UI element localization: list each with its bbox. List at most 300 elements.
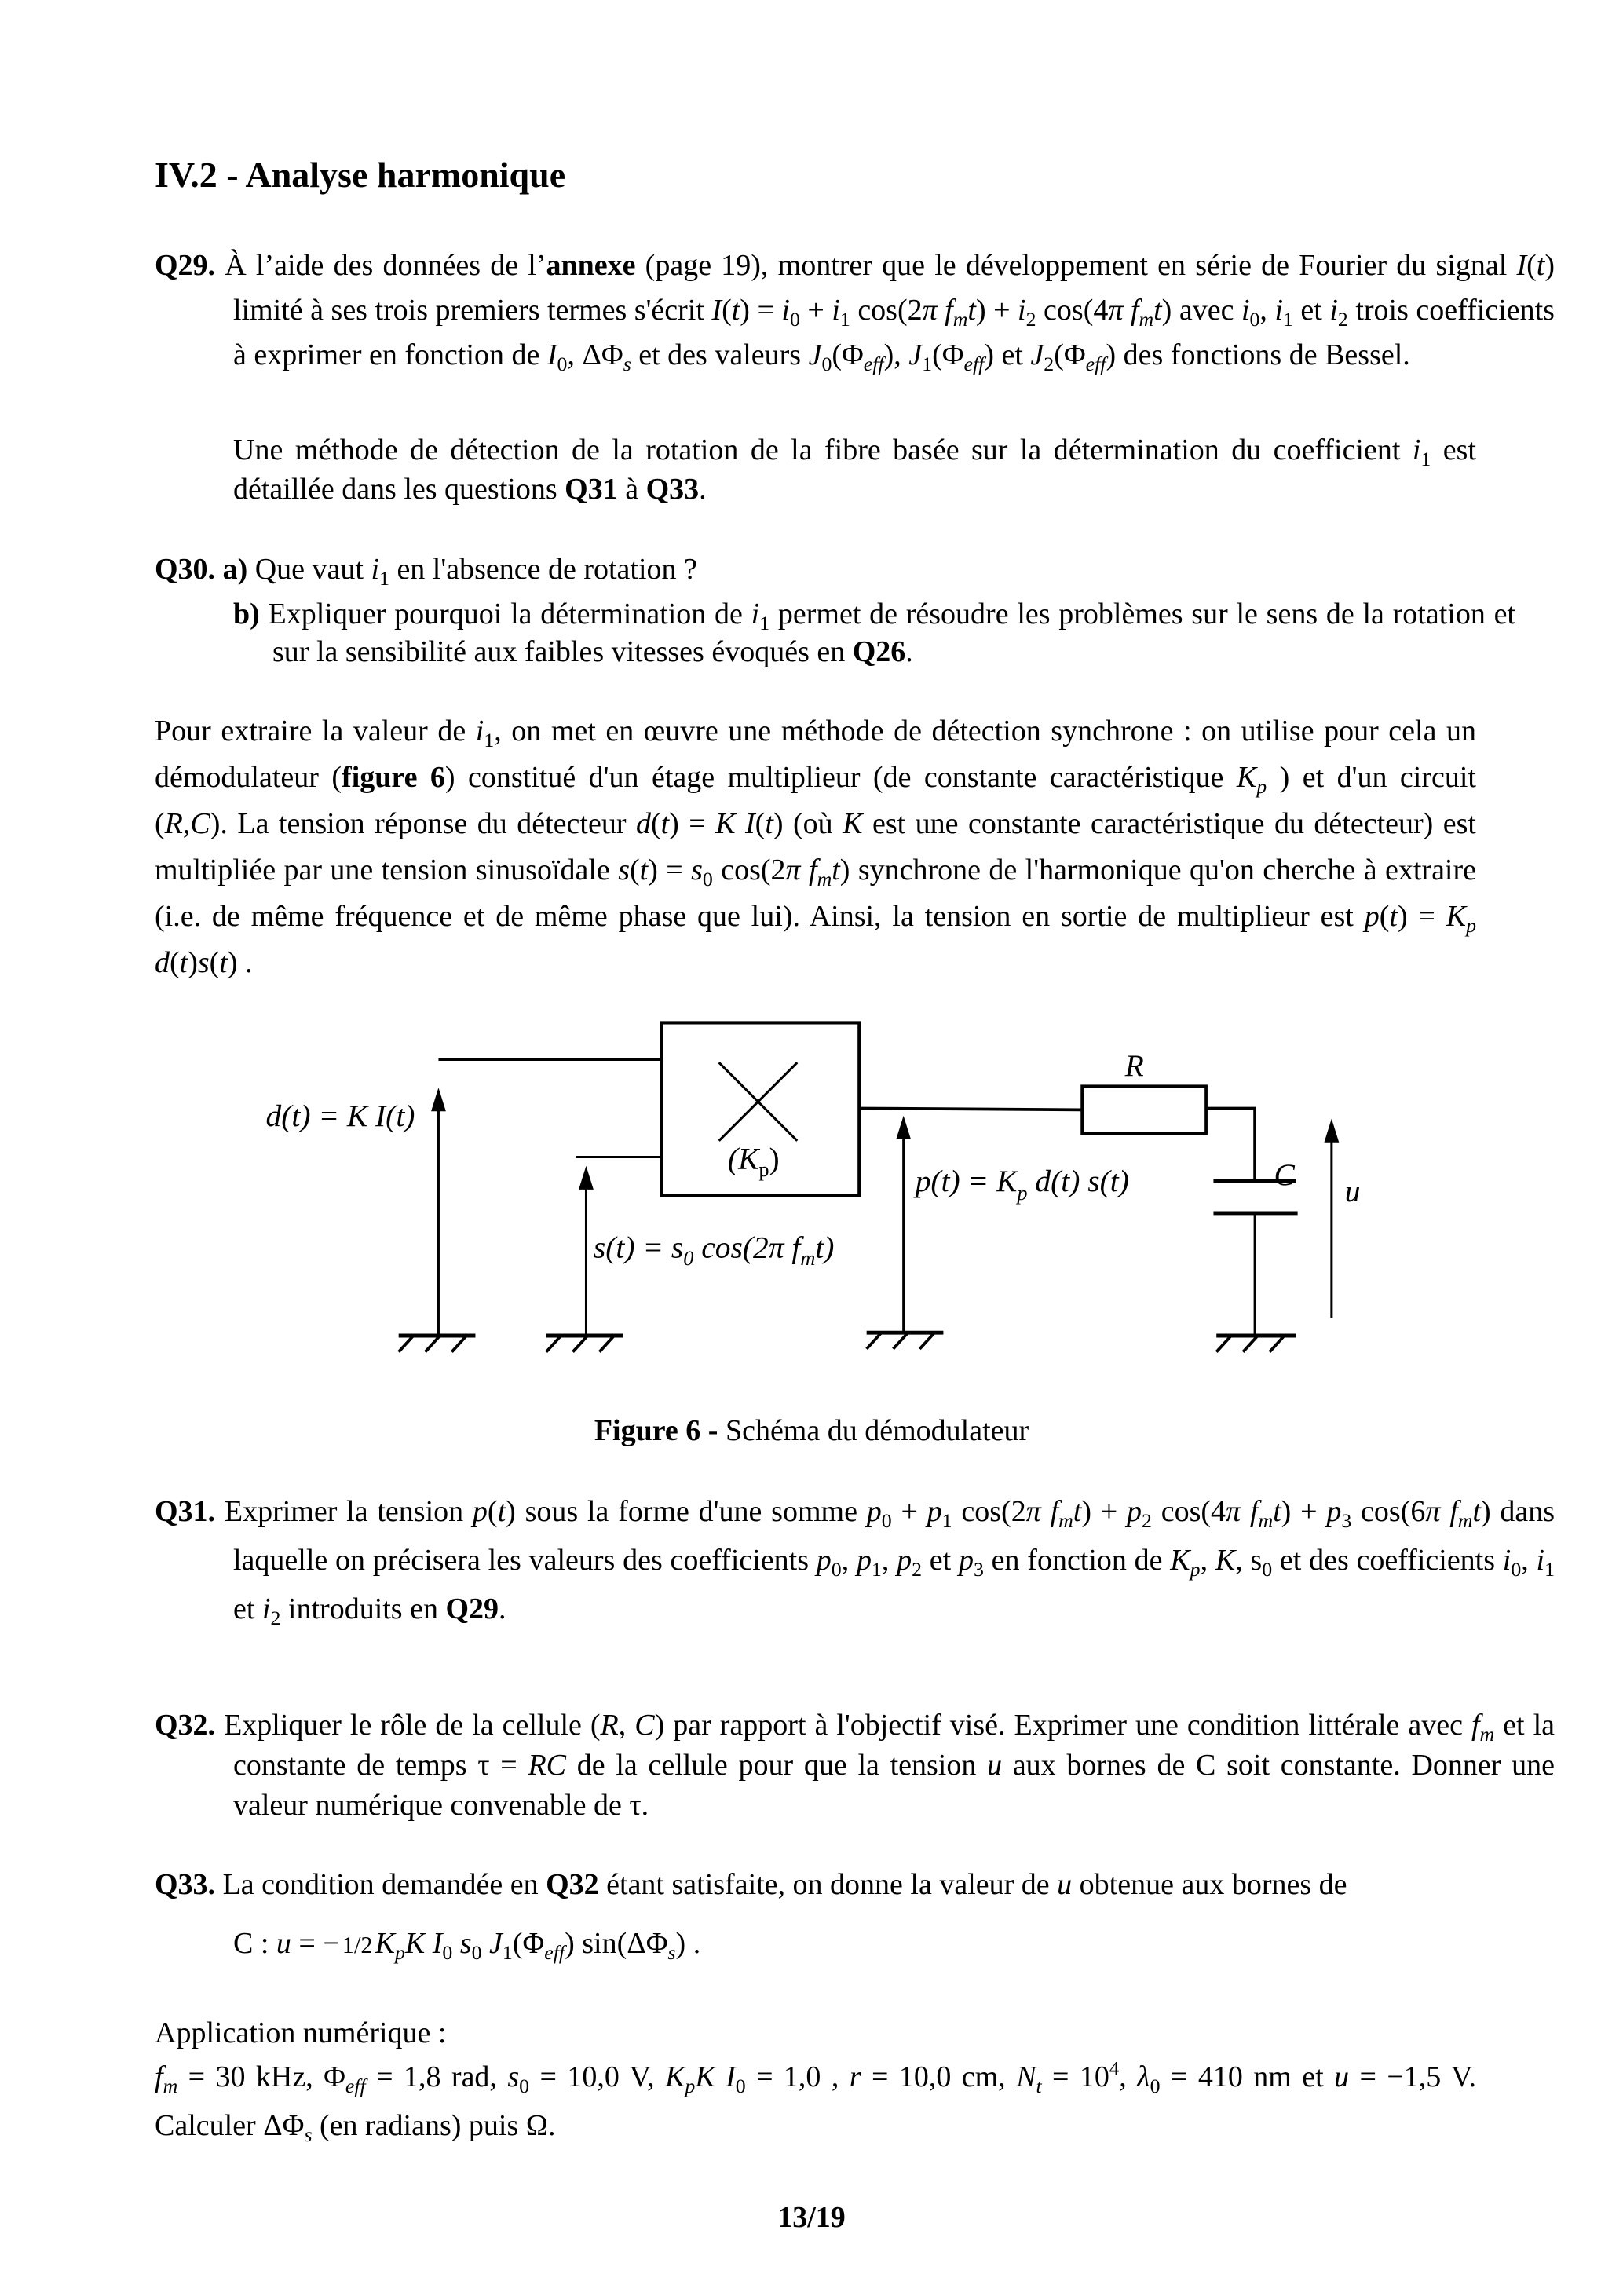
text-run: est détaillée dans les questions [233,433,1476,506]
text-run: cos(6 [1351,1495,1426,1528]
text-run: i [1502,1544,1512,1577]
text-run: i [475,715,484,748]
text-run: ) [773,807,784,840]
text-run: , [841,1544,857,1577]
text-run: t [660,807,670,840]
text-run: u [987,1749,1003,1782]
text-run: = 10,0 cm, [861,2060,1017,2093]
text-run: et la constante de temps τ = [233,1709,1555,1782]
text-run: r [849,2060,861,2093]
text-run: ( [487,1495,498,1528]
text-run: et [233,1592,262,1625]
text-run: m [952,307,968,331]
text-run: ) + [975,294,1018,327]
text-run: K I [695,2060,736,2093]
text-run: Q31 [565,473,618,506]
text-run: ) [1161,294,1172,327]
text-run: 1 [759,611,770,634]
text-run: ( [1526,249,1537,282]
text-run: K [1215,1544,1236,1577]
text-run: ) par rapport à l'objectif visé. Exprimer une condition littérale avec [654,1709,1471,1742]
question-text [223,1868,1347,1901]
text-run: a) [222,553,248,586]
wire-r-c [1206,1108,1255,1180]
text-run: ) et [984,338,1031,371]
text-run: ) + [1281,1495,1327,1528]
text-run: b) [233,598,260,631]
text-run: t [1273,1495,1281,1528]
text-run: (Φ [1054,338,1086,371]
text-run: R [164,807,183,840]
text-run: Pour extraire la valeur de [155,715,476,748]
text-run: J [908,338,923,371]
text-run: cos(4 [1036,294,1109,327]
text-run: 0 [789,307,800,331]
text-run: N [1016,2060,1036,2093]
text-run: s [618,854,630,887]
text-run: introduits en [280,1592,446,1625]
text-run: p [685,2074,696,2097]
text-run: 0 [1150,2074,1161,2097]
text-run: ) constitué d'un étage multiplieur (de constante caractéristique [444,761,1237,794]
text-run: , on met en œuvre une méthode de détection synchrone : on utilise pour cela un démodulateur ( [155,715,1476,794]
text-run: m [1479,1722,1495,1746]
text-run: ) + [1081,1495,1127,1528]
ground-symbols [399,1333,1296,1351]
text-run: t [1472,1495,1481,1528]
fraction-one-half: 1/2 [342,1932,373,1958]
text-run: = 1,8 rad, [365,2060,508,2093]
text-run: Q32 [546,1868,599,1901]
application-values [155,2053,1476,2150]
text-run: 0 [881,1508,892,1532]
text-run: K [843,807,863,840]
text-run: , [1119,2060,1138,2093]
text-run: = 10 [1041,2060,1109,2093]
text-run: K [1170,1544,1190,1577]
question-label: Q33. [155,1868,216,1901]
text-run: 3 [1341,1508,1352,1532]
text-run: C [190,807,210,840]
text-run: J [1030,338,1044,371]
text-run: m [817,867,832,890]
text-run: i [1536,1544,1545,1577]
text-run: 0 [1262,1557,1273,1581]
text-run: s [623,352,631,375]
text-run: p [866,1495,882,1528]
text-run: K [665,2060,685,2093]
text-run: , [618,1709,635,1742]
text-run: s [507,2060,520,2093]
text-run: Que vaut [247,553,371,586]
text-run: i [781,294,790,327]
ground-icon [546,1336,623,1352]
text-run: = 1,0 , [745,2060,850,2093]
text-run: m [1258,1508,1274,1532]
text-run: cos(2 [850,294,923,327]
text-run: i [261,1592,271,1625]
text-run: p [1364,900,1380,933]
text-run: p [927,1495,942,1528]
text-run: f [1241,1495,1259,1528]
wire-output [859,1108,1082,1110]
q29-note [233,430,1476,509]
text-run: i [371,553,380,586]
text-run: p [1326,1495,1342,1528]
text-run: J [481,1927,503,1960]
question-label: Q30. [155,553,216,586]
caption-text: Schéma du démodulateur [718,1414,1029,1447]
text-run: I [546,338,557,371]
text-run: t [1389,900,1398,933]
text-run: (page 19), montrer que le développement en série de Fourier du signal [635,249,1517,282]
arrowhead-icon [431,1088,446,1111]
text-run: π [1025,1495,1041,1528]
text-run: 0 [557,352,568,375]
text-run: Exprimer la tension [224,1495,473,1528]
text-run: 2 [1044,352,1055,375]
text-run: i [1329,294,1338,327]
label-r: R [1124,1048,1144,1084]
text-run: Q33 [645,473,700,506]
text-run: ) . [227,946,253,979]
text-run: (en radians) puis Ω. [312,2109,556,2142]
text-run: , ΔΦ [567,338,623,371]
text-run: ) . [675,1927,701,1960]
text-run: ) = [648,854,692,887]
text-run: 0 [1249,307,1260,331]
text-run: d [635,807,651,840]
arrowhead-icon [896,1116,911,1139]
text-run: t [639,854,649,887]
text-run: K I [404,1927,443,1960]
text-run: = − [291,1927,340,1960]
text-run: C [634,1709,655,1742]
text-run: = −1,5 V. Calculer ΔΦ [155,2060,1477,2142]
text-run: et des coefficients [1272,1544,1503,1577]
text-run: trois coefficients à exprimer en fonction de [233,294,1555,371]
text-run: et des valeurs [631,338,809,371]
text-run: t [1036,2074,1042,2097]
text-run: i [751,598,760,631]
text-run: (Φ [832,338,864,371]
text-run: cos(2 [712,854,786,887]
text-run: 0 [831,1557,842,1581]
text-run: t [967,294,976,327]
text-run: (Φ [512,1927,545,1960]
text-run: eff [544,1940,565,1964]
text-run: π [1425,1495,1441,1528]
text-run: p [472,1495,488,1528]
text-run: (Φ [932,338,964,371]
text-run: p [897,1544,912,1577]
text-run: m [1058,1508,1073,1532]
text-run: et [1292,294,1330,327]
text-run: f [1471,1709,1480,1742]
text-run: 2 [270,1606,281,1629]
text-run: I [1516,249,1527,282]
text-run: s [197,946,210,979]
text-run: s [691,854,703,887]
text-run: obtenue aux bornes de [1072,1868,1347,1901]
text-run: aux bornes de C soit constante. Donner une valeur numérique convenable de τ. [233,1749,1555,1822]
text-run: 2 [1337,307,1348,331]
text-run: 2 [912,1557,923,1581]
text-run: Expliquer pourquoi la détermination de [259,598,751,631]
text-run: 0 [702,867,713,890]
text-run: t [765,807,773,840]
text-run: u [276,1927,291,1960]
question-q29 [155,243,1555,378]
text-run: ) = [669,807,716,840]
text-run: s [304,2122,313,2146]
text-run: 1 [839,307,850,331]
text-run: π [1108,294,1124,327]
ground-icon [399,1336,476,1352]
text-run: eff [345,2074,366,2097]
text-run: π [1226,1495,1241,1528]
text-run: t [219,946,228,979]
text-run: m [1139,307,1154,331]
text-run: R [600,1709,619,1742]
text-run: + [799,294,832,327]
text-run: 1 [941,1508,952,1532]
text-run: I [711,294,722,327]
question-text [224,1709,1555,1822]
text-run: avec [1172,294,1241,327]
text-run: ( [209,946,220,979]
question-part-b [233,595,1515,671]
question-q32 [155,1706,1555,1826]
text-run: t [1536,249,1545,282]
text-run: 1 [484,728,495,751]
text-run: ( [1379,900,1390,933]
text-run: ) [839,854,850,887]
question-label: Q31. [155,1495,216,1528]
text-run: ) [1544,249,1555,282]
text-run: t [832,854,840,887]
text-run: i [1241,294,1250,327]
label-c: C [1274,1157,1295,1193]
text-run: limité à ses trois premiers termes s'écrit [233,294,712,327]
text-run: p [1256,774,1267,798]
text-run: f [800,854,817,887]
section-title: IV.2 - Analyse harmonique [155,155,566,195]
text-run: π [785,854,801,887]
text-run: + [891,1495,927,1528]
text-run: , [182,807,191,840]
text-run: K [375,1927,395,1960]
text-run: = 30 kHz, Φ [177,2060,345,2093]
text-run: figure 6 [342,761,445,794]
question-label: Q32. [155,1709,216,1742]
text-run: p [856,1544,872,1577]
label-u: u [1344,1173,1361,1208]
text-run: Une méthode de détection de la rotation de la fibre basée sur la détermination du coefficient [233,433,1413,466]
text-run: 1 [871,1557,882,1581]
text-run: est une constante caractéristique du détecteur) est multipliée par une tension sinusoïdale [155,807,1476,887]
text-run: 0 [519,2074,530,2097]
text-run: p [1466,913,1476,937]
text-run: ). La tension réponse du détecteur [210,807,636,840]
figure-caption [0,1413,1623,1448]
text-run: permet de résoudre les problèmes sur le sens de la rotation et sur la sensibilité aux faibles vitesses évoqués en [272,598,1515,668]
text-run: f [1440,1495,1458,1528]
text-run: 1 [502,1940,513,1964]
text-run: ) [1480,1495,1491,1528]
text-run: et [922,1544,959,1577]
text-run: λ [1137,2060,1150,2093]
text-run: t [731,294,740,327]
text-run: 0 [442,1940,453,1964]
text-run: u [1334,2060,1350,2093]
text-run: J [808,338,822,371]
text-run: t [179,946,188,979]
text-run: 1 [1544,1557,1555,1581]
text-run: 0 [471,1940,482,1964]
text-run: cos(2 [952,1495,1026,1528]
text-run: ) [188,946,198,979]
text-run: d [155,946,170,979]
question-label: Q29. [155,249,216,282]
text-run: ( [170,946,180,979]
text-run: Q29 [445,1592,499,1625]
text-run: p [816,1544,832,1577]
text-run: i [1018,294,1026,327]
text-run: , [1259,294,1275,327]
text-run: , [1521,1544,1537,1577]
text-run: dans laquelle on précisera les valeurs des coefficients [233,1495,1555,1577]
text-run: p [394,1940,405,1964]
label-p: $p(t) = K_p$ d(t) s(t) [915,1163,1129,1205]
text-run: u [1057,1868,1073,1901]
resistor [1082,1086,1206,1133]
text-run: p [1190,1557,1201,1581]
text-run: eff [863,352,884,375]
text-run: = 410 nm et [1160,2060,1335,2093]
text-run: À l’aide des données de l’ [225,249,546,282]
text-run: synchrone de l'harmonique qu'on cherche à extraire (i.e. de même fréquence et de même phase que lui). Ainsi, la tension en sortie de multiplieur est [155,854,1477,933]
text-run: 1 [379,566,389,590]
question-part-a [222,553,697,590]
intro-paragraph [155,708,1476,986]
text-run: ) sous la forme d'une somme [506,1495,867,1528]
text-run: s [667,1940,676,1964]
label-d: d(t) = K I(t) [265,1099,415,1134]
text-run: eff [963,352,985,375]
text-run: f [1040,1495,1059,1528]
label-s: $s(t) = s_0$ cos(2π $f_mt$) [593,1230,835,1270]
text-run: à [617,473,646,506]
text-run: t [1153,294,1162,327]
question-text [225,249,1555,375]
page-number: 13/19 [777,2201,846,2234]
question-q33 [155,1863,1555,1907]
q33-formula [233,1916,1476,1972]
text-run: en l'absence de rotation ? [389,553,697,586]
text-run: en fonction de [983,1544,1171,1577]
text-run: K I [715,807,755,840]
text-run: C : [233,1927,276,1960]
question-q31 [155,1487,1555,1633]
text-run: (où [783,807,843,840]
label-kp: $(K_p)$ [727,1141,780,1181]
text-run: = 10,0 V, [529,2060,666,2093]
text-run: , [1200,1544,1215,1577]
text-run: i [1412,433,1421,466]
arrowhead-icon [579,1166,594,1190]
text-run: ) = [740,294,782,327]
text-run: π [922,294,938,327]
text-run: K [1236,761,1257,794]
text-run: 4 [1109,2058,1120,2080]
text-run: Q26 [852,635,906,668]
text-run: ) et d'un circuit ( [155,761,1476,840]
text-run: ) = [1397,900,1446,933]
text-run: i [1274,294,1283,327]
text-run: 2 [1142,1508,1152,1532]
ground-icon [1216,1336,1296,1352]
ground-icon [867,1333,944,1349]
text-run: f [155,2060,163,2093]
text-run: p [1127,1495,1142,1528]
text-run: t [1073,1495,1082,1528]
text-run: . [699,473,707,506]
arrowhead-icon [1324,1119,1339,1143]
text-run: 0 [735,2074,746,2097]
text-run: , [881,1544,897,1577]
text-run: 1 [1283,307,1293,331]
text-run: annexe [546,249,636,282]
text-run: , s [1235,1544,1263,1577]
text-run: m [163,2074,178,2097]
text-run: K [1446,900,1467,933]
text-run: cos(4 [1151,1495,1226,1528]
text-run: étant satisfaite, on donne la valeur de [598,1868,1058,1901]
text-run: RC [528,1749,567,1782]
caption-label: Figure 6 - [594,1414,718,1447]
text-run: La condition demandée en [222,1868,546,1901]
text-run: eff [1085,352,1106,375]
text-run: de la cellule pour que la tension [566,1749,988,1782]
text-run: ), [883,338,909,371]
text-run: m [1457,1508,1473,1532]
text-run: f [1123,294,1139,327]
text-run: 0 [1511,1557,1522,1581]
question-text [224,1495,1555,1629]
text-run: p [959,1544,974,1577]
text-run: ( [630,854,640,887]
text-run: ( [650,807,661,840]
text-run: ) sin(ΔΦ [565,1927,668,1960]
text-run: 1 [922,352,933,375]
question-q30 [155,547,1476,592]
text-run: t [497,1495,506,1528]
text-run: 3 [974,1557,984,1581]
text-run: . [905,635,913,668]
text-run: . [499,1592,506,1625]
demodulator-diagram [265,1004,1361,1373]
text-run: ( [755,807,766,840]
application-title: Application numérique : [155,2016,447,2049]
text-run: 2 [1025,307,1036,331]
text-run: s [452,1927,472,1960]
text-run: 0 [821,352,832,375]
text-run: 1 [1420,447,1431,470]
text-run: ) des fonctions de Bessel. [1106,338,1410,371]
text-run: ( [722,294,732,327]
text-run: f [937,294,953,327]
